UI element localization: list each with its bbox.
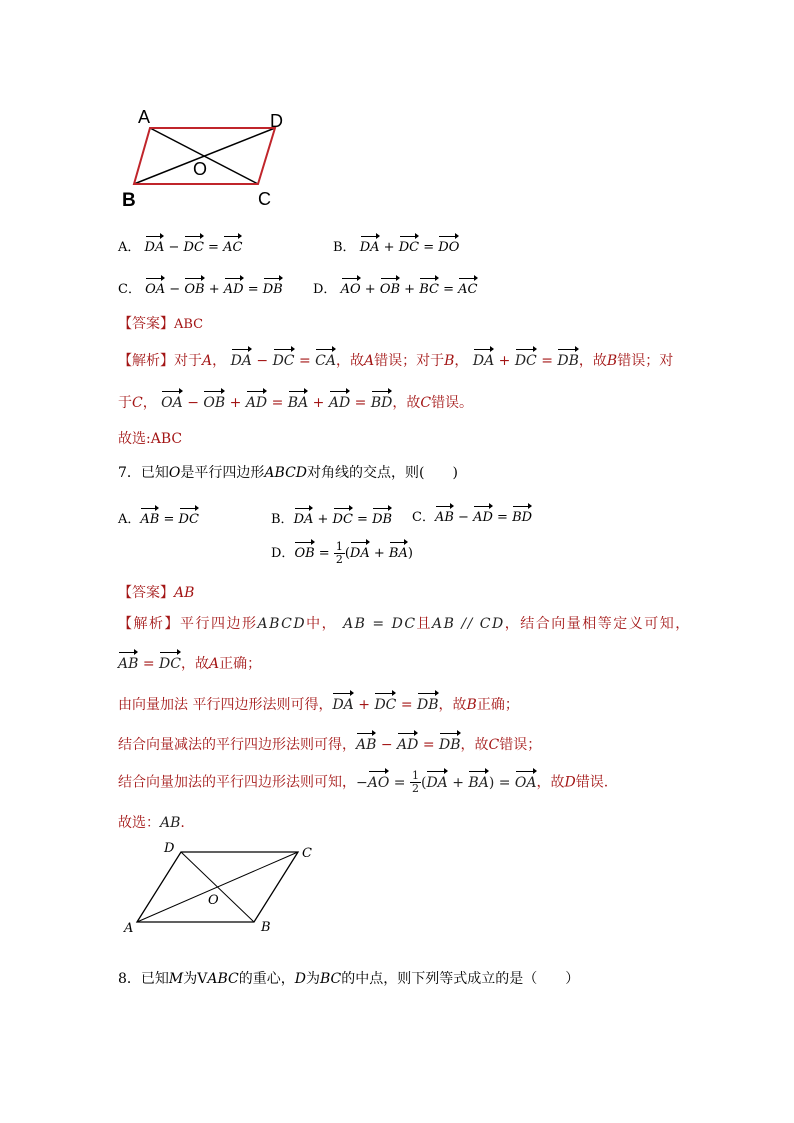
q7-analysis-line-1: 【解析】平行四边形ABCD中， AB = DC且AB // CD，结合向量相等定义可知， (118, 616, 691, 632)
q6-analysis-line-2: 于C， OA − OB + AD = BA + AD = BD，故C错误。 (118, 395, 474, 411)
q6-option-b: B． DA + DC = DO (333, 240, 460, 255)
q6-choose: 故选:ABC (118, 431, 183, 447)
q7-choose: 故选：AB. (118, 815, 185, 831)
label-b-2: B (261, 920, 271, 935)
diagonal-db-2 (181, 852, 254, 922)
q7-analysis-line-4: 结合向量减法的平行四边形法则可得，AB − AD = DB，故C错误； (118, 737, 542, 753)
q7-stem: 7．已知O是平行四边形ABCD对角线的交点，则( ) (118, 465, 458, 481)
label-a-2: A (124, 921, 134, 936)
parallelogram-figure-2 (118, 838, 328, 938)
q8-stem: 8．已知M为VABC的重心，D为BC的中点，则下列等式成立的是（ ） (118, 971, 580, 987)
label-o: O (193, 159, 208, 179)
q7-option-d: D．OB = $\frac{1}{2}$ (DA + BA) (271, 540, 413, 566)
label-o-2: O (208, 893, 219, 908)
q7-analysis-line-3: 由向量加法 平行四边形法则可得，DA + DC = DB，故B正确； (118, 697, 519, 713)
label-c: C (258, 189, 271, 209)
q6-analysis-line-1: 【解析】对于A， DA − DC = CA，故A错误；对于B， DA + DC = DB，故B错误；对 (118, 353, 674, 369)
q6-option-c: C． OA − OB + AD = DB (118, 282, 283, 297)
label-b: B (122, 190, 136, 211)
q7-answer: 【答案】AB (118, 585, 195, 601)
q6-option-a: A． DA − DC = AC (118, 240, 243, 255)
label-d: D (270, 111, 283, 131)
q7-analysis-line-5: 结合向量加法的平行四边形法则可知，−AO = $\frac{1}{2}$ (DA + BA) = OA，故D错误. (118, 769, 609, 795)
label-a: A (138, 107, 151, 127)
label-d-2: D (164, 841, 175, 856)
q7-option-b: B．DA + DC = DB (271, 512, 393, 527)
q6-option-d: D． AO + OB + BC = AC (313, 282, 478, 297)
label-c-2: C (302, 846, 312, 861)
q7-analysis-line-2: AB = DC，故A正确； (118, 656, 262, 672)
parallelogram-figure-1 (110, 100, 310, 215)
q6-answer: 【答案】ABC (118, 316, 204, 332)
q7-option-a: A．AB = DC (118, 512, 199, 527)
q7-option-c: C．AB − AD = BD (412, 510, 533, 525)
